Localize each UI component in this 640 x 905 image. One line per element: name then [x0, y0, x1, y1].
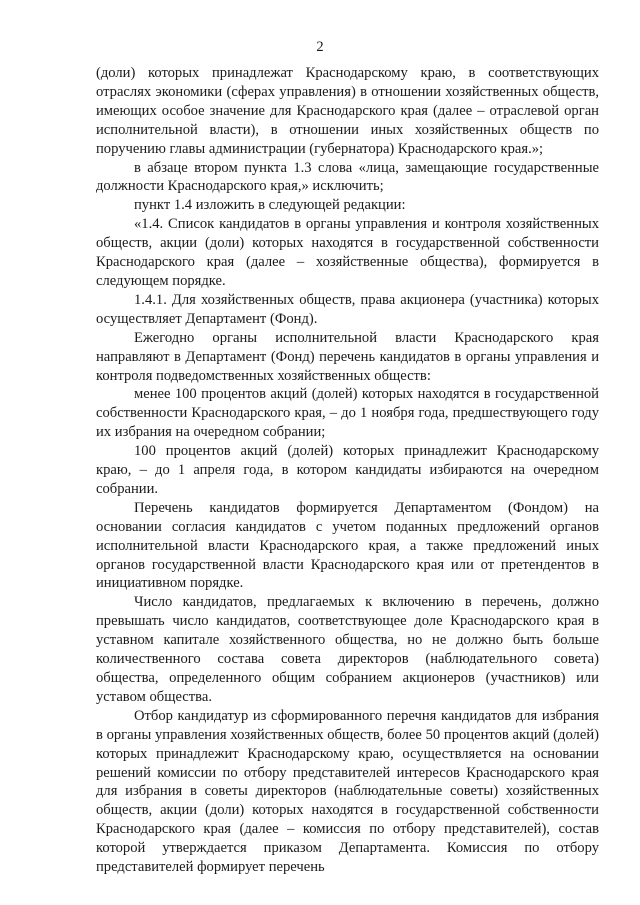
paragraph-selection-commission: Отбор кандидатур из сформированного перечня кандидатов для избрания в органы управления хозяйственных обществ, более 50 процентов акций (долей) которых принадлежит Краснодарскому краю, осуществляется на основании решений комиссии по отбору представителей интересов Краснодарского края для избрания в советы директоров (наблюдательные советы) хозяйственных обществ, акции (доли) которых находятся в государственной собственности Краснодарского края (далее – комиссия по отбору представителей), состав которой утверждается приказом Департамента. Комиссия по отбору представителей формирует перечень	[96, 707, 599, 876]
paragraph-clause-1-4: «1.4. Список кандидатов в органы управления и контроля хозяйственных обществ, акции (доли) которых находятся в государственной собственности Краснодарского края (далее – хозяйственные общества), формируется в следующем порядке.	[96, 216, 599, 289]
paragraph-annual-list: Ежегодно органы исполнительной власти Краснодарского края направляют в Департамент (Фонд) перечень кандидатов в органы управления и контроля подведомственных хозяйственных обществ:	[96, 329, 599, 384]
paragraph-continuation: (доли) которых принадлежат Краснодарскому краю, в соответствующих отраслях экономики (сферах управления) в отношении хозяйственных обществ, имеющих особое значение для Краснодарского края (далее – отраслевой орган исполнительной власти), в отношении иных хозяйственных обществ по поручению главы администрации (губернатора) Краснодарского края.»;	[96, 65, 599, 157]
paragraph-amendment-1-4: пункт 1.4 изложить в следующей редакции:	[134, 197, 406, 214]
paragraph-candidate-count: Число кандидатов, предлагаемых к включению в перечень, должно превышать число кандидатов, соответствующее доле Краснодарского края в уставном капитале хозяйственного общества, но не должно быть больше количественного состава совета директоров (наблюдательного совета) общества, определенного общим собранием акционеров (участников) или уставом общества.	[96, 594, 599, 705]
paragraph-100-percent: 100 процентов акций (долей) которых принадлежит Краснодарскому краю, – до 1 апреля года, в котором кандидаты избираются на очередном собрании.	[96, 443, 599, 497]
paragraph-clause-1-4-1: 1.4.1. Для хозяйственных обществ, права акционера (участника) которых осуществляет Департамент (Фонд).	[96, 291, 599, 327]
paragraph-amendment-1-3: в абзаце втором пункта 1.3 слова «лица, замещающие государственные должности Краснодарского края,» исключить;	[96, 159, 599, 195]
page-number: 2	[316, 39, 324, 55]
paragraph-list-formation: Перечень кандидатов формируется Департаментом (Фондом) на основании согласия кандидатов с учетом поданных предложений органов исполнительной власти Краснодарского края, а также предложений иных органов государственной власти Краснодарского края или от претендентов в инициативном порядке.	[96, 499, 599, 592]
paragraph-less-than-100: менее 100 процентов акций (долей) которых находятся в государственной собственности Краснодарского края, – до 1 ноября года, предшествующего году их избрания на очередном собрании;	[96, 386, 599, 441]
document-body	[96, 64, 599, 877]
